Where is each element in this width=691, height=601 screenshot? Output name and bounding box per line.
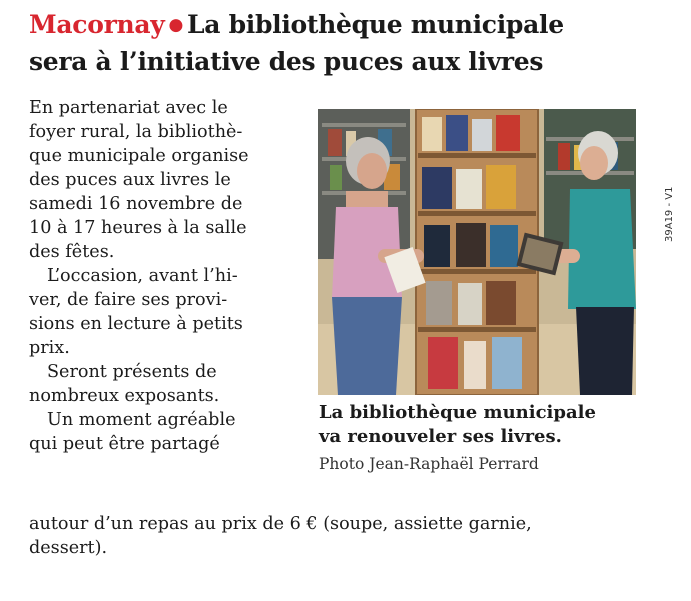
caption-title <box>319 401 649 449</box>
paragraph-1-line: 10 à 17 heures à la salle <box>29 218 247 238</box>
paragraph-1-line: des puces aux livres le <box>29 170 231 190</box>
headline-title-line2: sera à l’initiative des puces aux livres <box>29 47 544 76</box>
photo-credit: Photo Jean-Raphaël Perrard <box>319 455 539 473</box>
caption-line: La bibliothèque municipale <box>319 402 596 423</box>
paragraph-3 <box>29 360 319 408</box>
caption-line: va renouveler ses livres. <box>319 426 562 447</box>
bullet-icon: ● <box>168 15 183 35</box>
paragraph-1-line: foyer rural, la bibliothè- <box>29 122 243 142</box>
paragraph-2-line: ver, de faire ses provi- <box>29 290 228 310</box>
photo-caption <box>319 401 649 476</box>
paragraph-2-line: prix. <box>29 338 70 358</box>
paragraph-2-line: L’occasion, avant l’hi- <box>47 266 238 286</box>
paragraph-4-start <box>29 408 319 456</box>
paragraph-1 <box>29 96 319 264</box>
headline-kicker: Macornay <box>29 10 165 39</box>
paragraph-3-line: Seront présents de <box>47 362 217 382</box>
paragraph-1-line: samedi 16 novembre de <box>29 194 243 214</box>
side-reference-code: 39A19 - V1 <box>664 186 675 242</box>
paragraph-4-end <box>29 512 669 560</box>
paragraph-1-line: des fêtes. <box>29 242 115 262</box>
paragraph-2-line: sions en lecture à petits <box>29 314 243 334</box>
paragraph-4-line: Un moment agréable <box>47 410 236 430</box>
headline-title-line1: La bibliothèque municipale <box>187 10 564 39</box>
paragraph-4-line: autour d’un repas au prix de 6 € (soupe, assiette garnie, <box>29 514 532 534</box>
paragraph-4-line: qui peut être partagé <box>29 434 220 454</box>
article-photo <box>318 109 636 395</box>
paragraph-3-line: nombreux exposants. <box>29 386 220 406</box>
photo-illustration <box>318 109 636 395</box>
article-body-column <box>29 96 319 456</box>
paragraph-1-line: que municipale organise <box>29 146 249 166</box>
headline <box>29 8 669 79</box>
paragraph-2 <box>29 264 319 360</box>
paragraph-4-line: dessert). <box>29 538 108 558</box>
paragraph-1-line: En partenariat avec le <box>29 98 228 118</box>
